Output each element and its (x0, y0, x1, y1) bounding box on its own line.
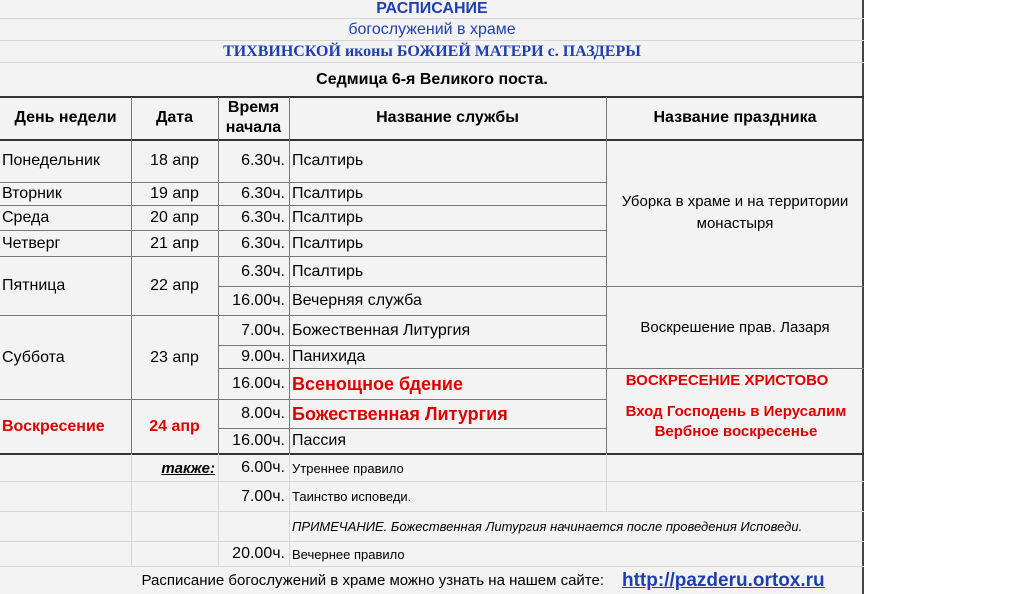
note-text: ПРИМЕЧАНИЕ. Божественная Литургия начинается после проведения Исповеди. (292, 519, 803, 534)
day-tuesday: Вторник (2, 185, 62, 202)
service-time: 7.00ч. (241, 321, 285, 339)
service-time: 6.30ч. (241, 152, 285, 169)
header-service: Название службы (376, 109, 519, 126)
feast-lazarus: Воскрешение прав. Лазаря (640, 319, 830, 336)
day-wednesday: Среда (2, 209, 50, 226)
date-wednesday: 20 апр (150, 209, 199, 226)
grid-line (289, 454, 290, 566)
website-link[interactable]: http://pazderu.ortox.ru (622, 569, 825, 591)
service-time: 6.30ч. (241, 185, 285, 202)
feast-cleaning: Уборка в храме и на территории монастыря (621, 193, 849, 232)
day-thursday: Четверг (2, 234, 61, 252)
service-name-highlight: Божественная Литургия (292, 403, 508, 424)
date-sunday: 24 апр (149, 417, 200, 435)
service-time: 16.00ч. (232, 292, 285, 309)
header-time: Время начала (225, 99, 282, 136)
header-date: Дата (155, 109, 194, 126)
header-feast: Название праздника (653, 109, 817, 126)
date-thursday: 21 апр (150, 234, 199, 252)
service-name: Божественная Литургия (292, 321, 471, 339)
also-time: 6.00ч. (241, 459, 285, 476)
also-time: 20.00ч. (232, 545, 285, 562)
date-friday: 22 апр (150, 277, 199, 294)
day-monday: Понедельник (2, 152, 100, 169)
service-name: Пассия (292, 432, 346, 449)
date-monday: 18 апр (150, 152, 199, 169)
service-name: Псалтирь (292, 209, 364, 226)
also-service: Вечернее правило (292, 546, 405, 562)
service-time: 9.00ч. (241, 348, 285, 365)
day-sunday: Воскресение (2, 417, 105, 435)
date-tuesday: 19 апр (150, 185, 199, 202)
also-service: Утреннее правило (292, 460, 404, 476)
page-subtitle: богослужений в храме (348, 21, 516, 38)
service-name: Псалтирь (292, 185, 364, 202)
service-time: 16.00ч. (232, 375, 285, 392)
service-time: 6.30ч. (241, 262, 285, 280)
header-day: День недели (14, 109, 117, 126)
footer-text: Расписание богослужений в храме можно узнать на нашем сайте: (141, 572, 604, 589)
day-saturday: Суббота (2, 348, 65, 366)
row-divider (606, 368, 864, 369)
service-name: Псалтирь (292, 262, 364, 280)
page-title: РАСПИСАНИЕ (376, 0, 488, 17)
week-title: Седмица 6-я Великого поста. (316, 71, 548, 88)
column-divider (289, 97, 290, 454)
column-divider (606, 97, 607, 454)
feast-palm-sunday: Вход Господень в Иерусалим Вербное воскресенье (625, 403, 847, 440)
day-friday: Пятница (2, 277, 66, 294)
service-time: 16.00ч. (232, 432, 285, 449)
service-name-highlight: Всенощное бдение (292, 373, 464, 394)
service-time: 8.00ч. (241, 405, 285, 422)
also-time: 7.00ч. (241, 487, 285, 505)
grid-line (0, 18, 864, 19)
feast-resurrection: ВОСКРЕСЕНИЕ ХРИСТОВО (625, 371, 829, 389)
service-time: 6.30ч. (241, 234, 285, 252)
service-name: Псалтирь (292, 152, 364, 169)
service-name: Панихида (292, 348, 366, 365)
date-saturday: 23 апр (150, 348, 199, 366)
also-service: Таинство исповеди. (292, 489, 412, 504)
grid-line (606, 454, 607, 511)
service-time: 6.30ч. (241, 209, 285, 226)
service-name: Псалтирь (292, 234, 364, 252)
church-name: ТИХВИНСКОЙ иконы БОЖИЕЙ МАТЕРИ с. ПАЗДЕРЫ (223, 42, 641, 60)
also-label: также: (161, 459, 215, 477)
service-name: Вечерняя служба (292, 292, 422, 309)
grid-line (0, 62, 864, 63)
